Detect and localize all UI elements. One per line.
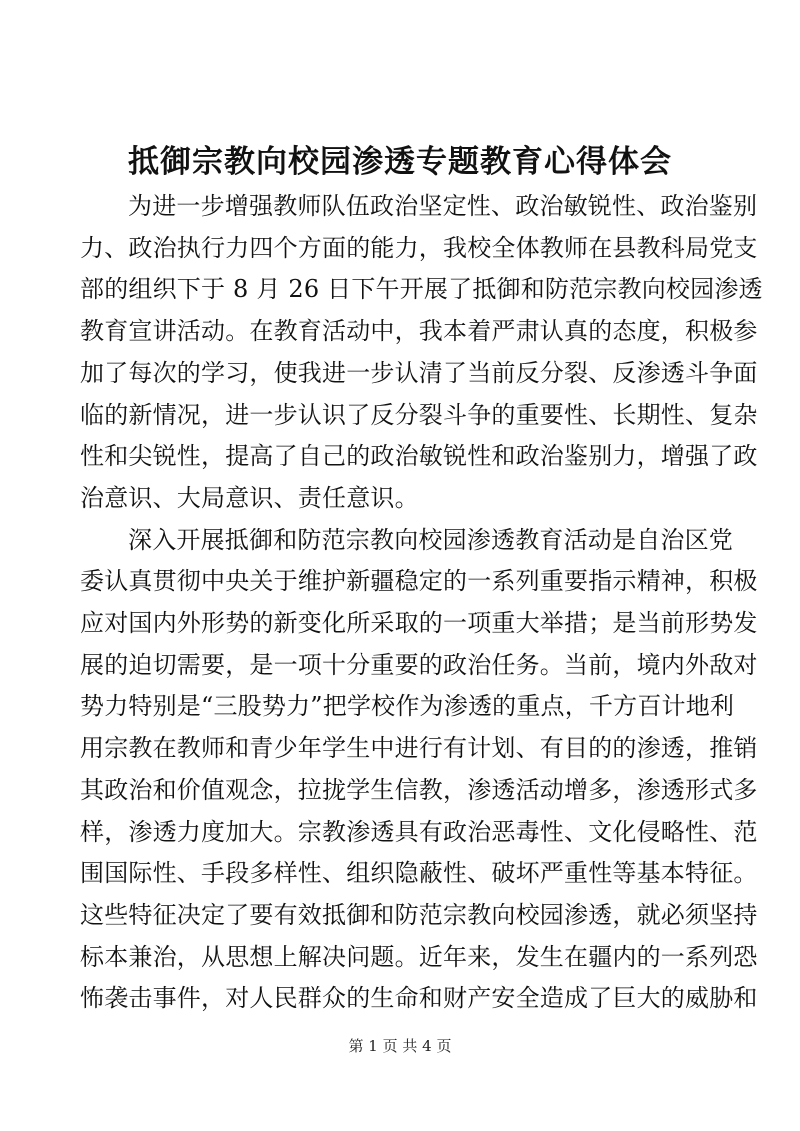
page-footer: 第 1 页 共 4 页 (348, 1037, 452, 1055)
text-line: 部的组织下于 8 月 26 日下午开展了抵御和防范宗教向校园渗透 (80, 275, 763, 304)
text-line: 用宗教在教师和青少年学生中进行有计划、有目的的渗透，推销 (80, 734, 758, 763)
text-line: 势力特别是“三股势力”把学校作为渗透的重点，千方百计地利 (80, 692, 735, 721)
text-line: 教育宣讲活动。在教育活动中，我本着严肃认真的态度，积极参 (80, 317, 758, 346)
text-line: 样，渗透力度加大。宗教渗透具有政治恶毒性、文化侵略性、范 (80, 817, 758, 846)
text-line: 展的迫切需要，是一项十分重要的政治任务。当前，境内外敌对 (80, 650, 758, 679)
text-line: 为进一步增强教师队伍政治坚定性、政治敏锐性、政治鉴别 (128, 192, 758, 220)
text-line: 临的新情况，进一步认识了反分裂斗争的重要性、长期性、复杂 (80, 400, 758, 429)
paragraph-2 (80, 520, 758, 1020)
text-line: 加了每次的学习，使我进一步认清了当前反分裂、反渗透斗争面 (80, 358, 758, 387)
text-line: 应对国内外形势的新变化所采取的一项重大举措；是当前形势发 (80, 609, 758, 638)
document-body (80, 186, 763, 1020)
text-line: 这些特征决定了要有效抵御和防范宗教向校园渗透，就必须坚持 (80, 900, 758, 929)
paragraph-1 (80, 186, 763, 520)
text-line: 围国际性、手段多样性、组织隐蔽性、破坏严重性等基本特征。 (80, 859, 758, 888)
text-line: 标本兼治，从思想上解决问题。近年来，发生在疆内的一系列恐 (80, 942, 758, 971)
text-line: 力、政治执行力四个方面的能力，我校全体教师在县教科局党支 (80, 233, 758, 262)
text-line: 深入开展抵御和防范宗教向校园渗透教育活动是自治区党 (128, 525, 733, 554)
text-line: 怖袭击事件，对人民群众的生命和财产安全造成了巨大的威胁和 (80, 984, 758, 1013)
text-line: 治意识、大局意识、责任意识。 (80, 483, 419, 512)
document-title: 抵御宗教向校园渗透专题教育心得体会 (128, 144, 672, 180)
text-line: 性和尖锐性，提高了自己的政治敏锐性和政治鉴别力，增强了政 (80, 442, 758, 471)
text-line: 其政治和价值观念，拉拢学生信教，渗透活动增多，渗透形式多 (80, 775, 758, 804)
text-line: 委认真贯彻中央关于维护新疆稳定的一系列重要指示精神，积极 (80, 567, 758, 596)
